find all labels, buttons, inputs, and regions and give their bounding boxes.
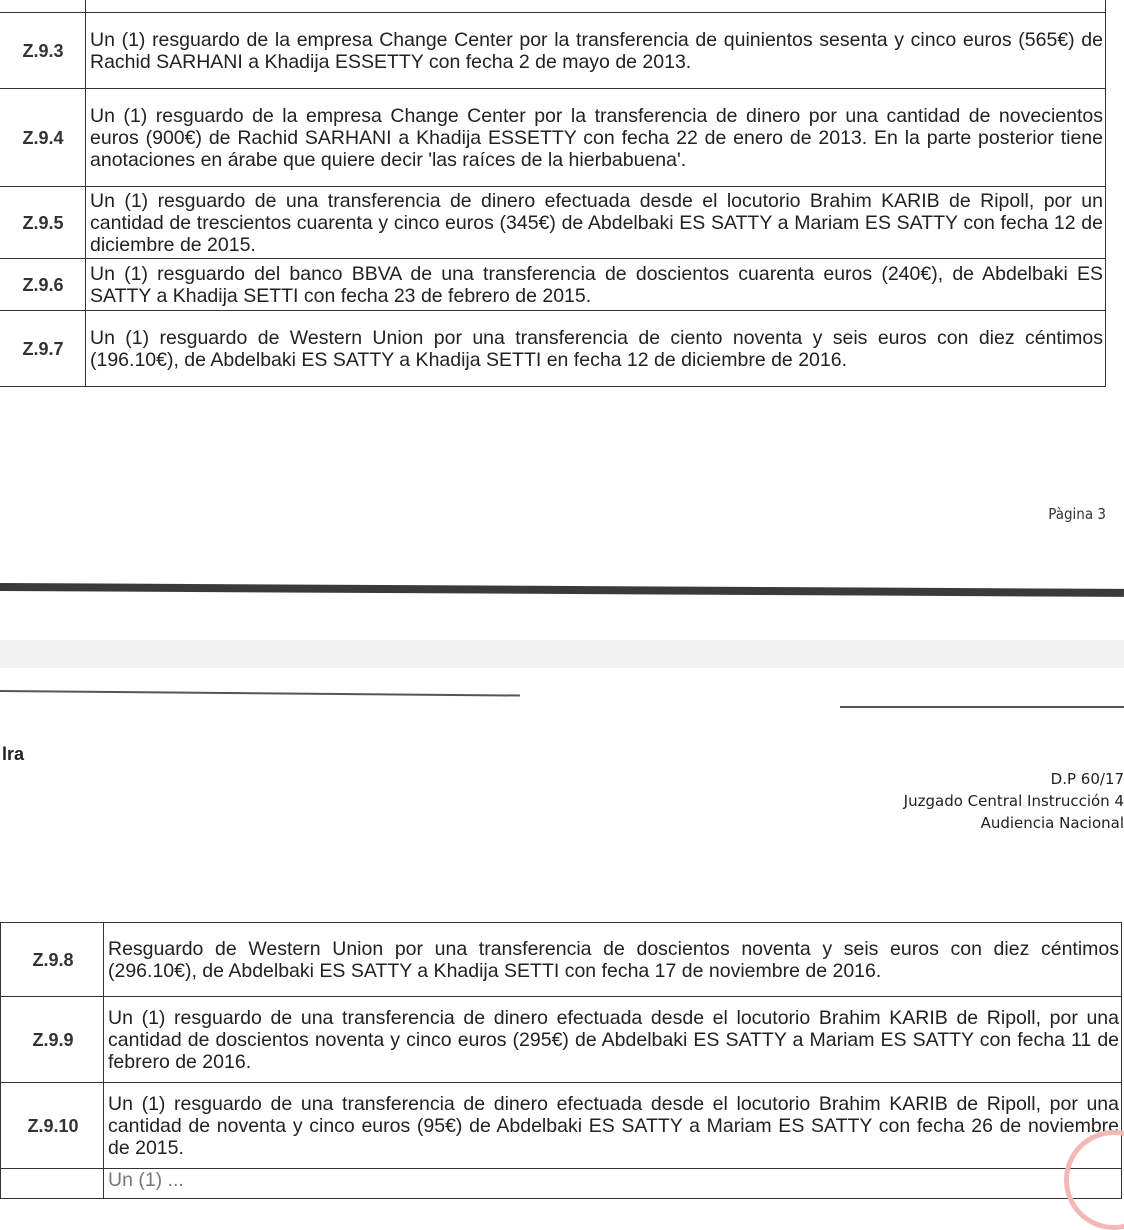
- item-code: Z.9.10: [1, 1083, 104, 1169]
- evidence-table: [0, 922, 1122, 1199]
- item-code: Z.9.9: [1, 997, 104, 1083]
- item-code: Z.9.8: [1, 923, 104, 997]
- item-code: Z.9.4: [0, 89, 86, 187]
- scan-edge-line: [0, 690, 520, 697]
- item-description: Un (1) resguardo de la empresa Change Center por la transferencia de dinero por una cantidad de novecientos euros (900€) de Rachid SARHANI a Khadija ESSETTY con fecha 22 de enero de 2013. En la parte posterior tiene anotaciones en árabe que quiere decir 'las raíces de la hierbabuena'.: [86, 89, 1106, 187]
- item-code: Z.9.7: [0, 311, 86, 387]
- header-left-fragment: lra: [2, 744, 25, 764]
- table-row: [0, 13, 1106, 89]
- evidence-table: [0, 0, 1106, 387]
- court-name: Juzgado Central Instrucción 4: [903, 792, 1124, 810]
- item-code: Z.9.5: [0, 187, 86, 259]
- table-row: [1, 1083, 1122, 1169]
- item-description: Un (1) ...: [104, 1169, 1122, 1199]
- table-row: [1, 1169, 1122, 1199]
- table-row: [0, 259, 1106, 311]
- item-code: Z.9.3: [0, 13, 86, 89]
- page-number: Pàgina 3: [1048, 505, 1106, 523]
- table-row: [0, 89, 1106, 187]
- item-description: Un (1) resguardo de una transferencia de dinero efectuada desde el locutorio Brahim KARIB de Ripoll, por una cantidad de noventa y cinco euros (95€) de Abdelbaki ES SATTY a Mariam ES SATTY con fecha 26 de noviembre de 2015.: [104, 1083, 1122, 1169]
- table-row: [1, 923, 1122, 997]
- scan-edge-line: [840, 706, 1124, 708]
- item-description: Un (1) resguardo de una transferencia de dinero efectuada desde el locutorio Brahim KARIB de Ripoll, por un cantidad de trescientos cuarenta y cinco euros (345€) de Abdelbaki ES SATTY a Mariam ES SATTY con fecha 12 de diciembre de 2015.: [86, 187, 1106, 259]
- header-court-info: [904, 768, 1124, 834]
- item-description: [86, 0, 1106, 13]
- court-institution: Audiencia Nacional: [980, 814, 1124, 832]
- item-code: [1, 1169, 104, 1199]
- item-description: Un (1) resguardo del banco BBVA de una transferencia de doscientos cuarenta euros (240€), de Abdelbaki ES SATTY a Khadija SETTI con fecha 23 de febrero de 2015.: [86, 259, 1106, 311]
- table-row: [1, 997, 1122, 1083]
- item-description: Un (1) resguardo de Western Union por una transferencia de ciento noventa y seis euros con diez céntimos (196.10€), de Abdelbaki ES SATTY a Khadija SETTI en fecha 12 de diciembre de 2016.: [86, 311, 1106, 387]
- item-code: [0, 0, 86, 13]
- table-row: [0, 311, 1106, 387]
- case-number: D.P 60/17: [1050, 770, 1124, 788]
- table-row: [0, 0, 1106, 13]
- item-description: Un (1) resguardo de la empresa Change Center por la transferencia de quinientos sesenta y cinco euros (565€) de Rachid SARHANI a Khadija ESSETTY con fecha 2 de mayo de 2013.: [86, 13, 1106, 89]
- table-row: [0, 187, 1106, 259]
- page-separator: [0, 640, 1124, 670]
- scan-edge-line: [0, 583, 1124, 597]
- document-page-3: [0, 0, 1124, 600]
- item-description: Resguardo de Western Union por una transferencia de doscientos noventa y seis euros con diez céntimos (296.10€), de Abdelbaki ES SATTY a Khadija SETTI con fecha 17 de noviembre de 2016.: [104, 923, 1122, 997]
- item-code: Z.9.6: [0, 259, 86, 311]
- item-description: Un (1) resguardo de una transferencia de dinero efectuada desde el locutorio Brahim KARIB de Ripoll, por una cantidad de doscientos noventa y cinco euros (295€) de Abdelbaki ES SATTY a Mariam ES SATTY con fecha 11 de febrero de 2016.: [104, 997, 1122, 1083]
